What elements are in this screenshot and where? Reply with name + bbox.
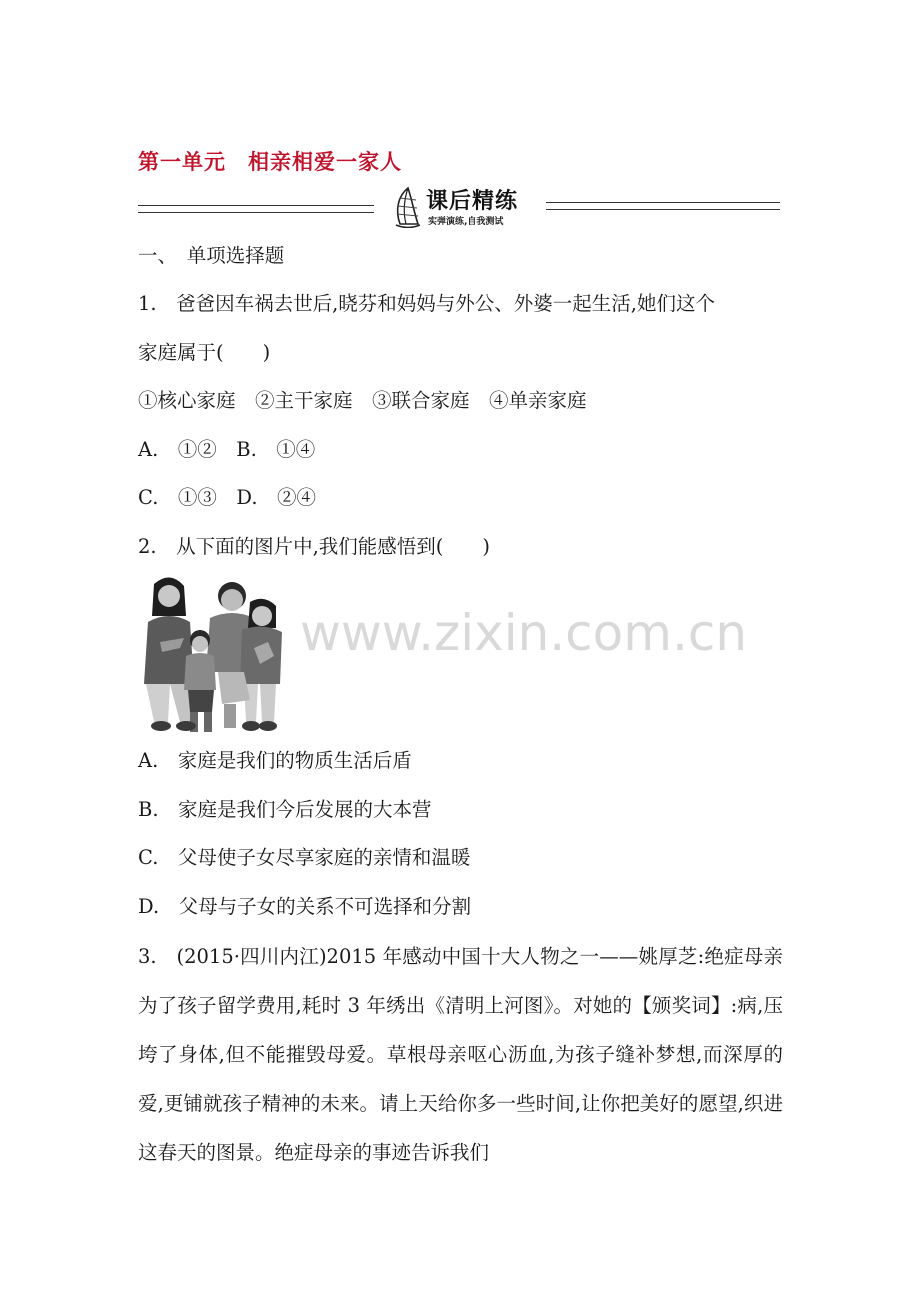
q2-option-c: C. 父母使子女尽享家庭的亲情和温暖 [138, 846, 471, 869]
badge-subtitle: 实弹演练,自我测试 [428, 217, 504, 227]
sail-icon [392, 186, 424, 228]
q2-option-d: D. 父母与子女的关系不可选择和分割 [138, 895, 472, 918]
family-photo [140, 572, 288, 735]
q1-items: ①核心家庭 ②主干家庭 ③联合家庭 ④单亲家庭 [138, 389, 587, 412]
q2-option-a: A. 家庭是我们的物质生活后盾 [138, 749, 412, 772]
q1-stem-line1: 1. 爸爸因车祸去世后,晓芬和妈妈与外公、外婆一起生活,她们这个 [138, 292, 716, 315]
q1-stem-line2: 家庭属于( ) [138, 341, 271, 364]
badge-title: 课后精练 [426, 189, 519, 214]
q2-stem: 2. 从下面的图片中,我们能感悟到( ) [138, 535, 491, 558]
section-badge [392, 184, 530, 230]
header-rule-left [138, 205, 374, 213]
watermark: www.zixin.com.cn [300, 604, 748, 662]
unit-title: 第一单元 相亲相爱一家人 [138, 150, 402, 174]
section-heading: 一、 单项选择题 [138, 244, 285, 267]
header-rule-right [546, 202, 780, 210]
q2-option-b: B. 家庭是我们今后发展的大本营 [138, 798, 432, 821]
q1-options-ab: A. ①② B. ①④ [138, 438, 316, 461]
q1-options-cd: C. ①③ D. ②④ [138, 486, 317, 509]
q3-stem: 3. (2015·四川内江)2015 年感动中国十大人物之一——姚厚芝:绝症母亲为了孩子留学费用,耗时 3 年绣出《清明上河图》。对她的【颁奖词】:病,压垮了身体,但不能摧毁母爱。草根母亲呕心沥血,为孩子缝补梦想,而深厚的爱,更铺就孩子精神的未来。请上天给你多一些时间,让你把美好的愿望,织进这春天的图景。绝症母亲的事迹告诉我们 [138, 945, 783, 1164]
